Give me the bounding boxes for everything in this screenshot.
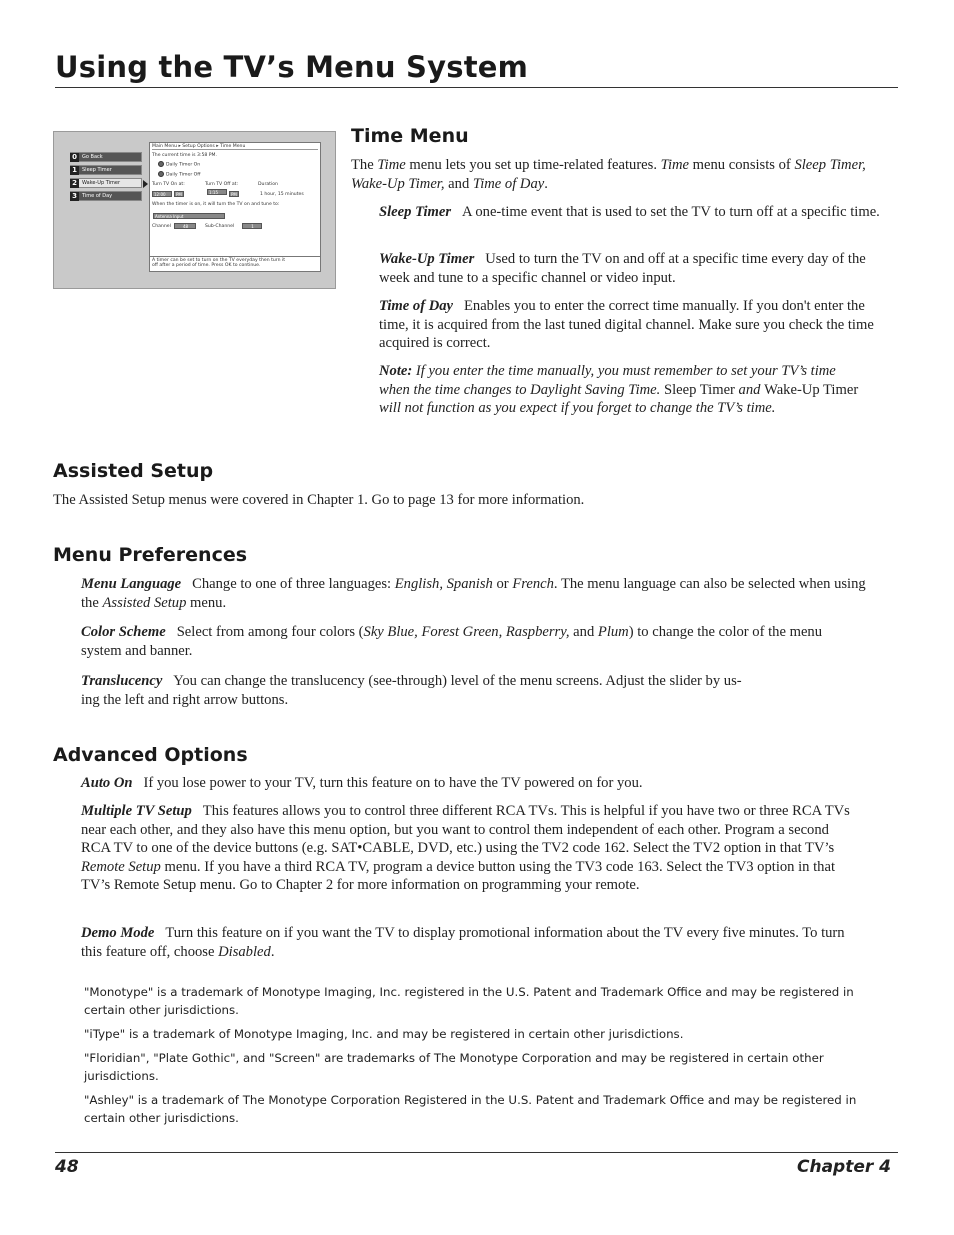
radio-icon xyxy=(158,171,164,177)
time-of-day-term: Time of Day xyxy=(379,298,454,314)
tv-subchannel-field: 1 xyxy=(242,223,262,229)
text: menu consists of xyxy=(689,157,795,173)
title-rule xyxy=(55,87,898,88)
auto-on-desc: If you lose power to your TV, turn this feature on to have the TV powered on for you. xyxy=(143,775,643,791)
tv-menu-num: 2 xyxy=(70,179,79,188)
text: Time xyxy=(660,157,690,173)
page-number: 48 xyxy=(55,1157,79,1177)
text: If you enter the time manually, you must remember to set your TV’s time when the time changes to Daylight Saving Time. xyxy=(379,363,836,398)
text: Wake-Up Timer xyxy=(764,381,859,398)
assisted-setup-text: The Assisted Setup menus were covered in Chapter 1. Go to page 13 for more information. xyxy=(53,492,585,508)
wake-up-timer-paragraph xyxy=(379,250,889,287)
text: Sleep Timer xyxy=(663,381,735,398)
text: Sky Blue, Forest Green, Raspberry, xyxy=(363,624,570,640)
tv-subchannel-label: Sub-Channel xyxy=(205,224,235,229)
tv-menu-label: Wake-Up Timer xyxy=(82,180,121,186)
tv-daily-off-option xyxy=(158,171,200,178)
text: Remote Setup xyxy=(81,858,161,875)
text: and xyxy=(444,175,473,192)
time-of-day-paragraph xyxy=(379,297,891,353)
tv-menu-num: 3 xyxy=(70,192,79,201)
time-menu-intro xyxy=(351,156,891,193)
text: Select from among four colors ( xyxy=(176,624,364,640)
text: . xyxy=(544,175,548,192)
multiple-tv-setup-term: Multiple TV Setup xyxy=(81,803,192,819)
menu-preferences-heading: Menu Preferences xyxy=(53,544,248,566)
tv-daily-on-option xyxy=(158,161,200,168)
tv-duration-label: Duration xyxy=(258,182,278,187)
sleep-timer-term: Sleep Timer xyxy=(379,204,452,220)
multiple-tv-setup-paragraph xyxy=(81,802,859,895)
auto-on-paragraph xyxy=(81,774,881,793)
radio-icon xyxy=(158,161,164,167)
wake-up-timer-desc: Used to turn the TV on and off at a specific time every day of the week and tune to a specific channel or video input. xyxy=(379,251,866,286)
chapter-label: Chapter 4 xyxy=(796,1157,891,1177)
translucency-paragraph xyxy=(81,672,876,709)
tv-turn-on-label: Turn TV On at: xyxy=(152,182,185,187)
tv-on-ampm-field: PM xyxy=(174,191,184,197)
text: menu. xyxy=(186,594,227,611)
tv-help-line-1: A timer can be set to turn on the TV everyday then turn it xyxy=(152,258,286,263)
text: and xyxy=(569,624,598,640)
demo-mode-paragraph xyxy=(81,924,866,961)
text: ) to change the color of the menu system and banner. xyxy=(81,624,823,659)
time-of-day-desc: Enables you to enter the correct time manually. If you don't enter the time, it is acquired from the last tuned digital channel. Make sure you check the time acquired is correct. xyxy=(379,298,874,352)
tv-daily-on-label: Daily Timer On xyxy=(166,162,201,168)
tv-duration-value: 1 hour, 15 minutes xyxy=(260,192,304,197)
text: and xyxy=(734,381,765,398)
tv-menu-label: Time of Day xyxy=(82,193,113,199)
text: Turn this feature on if you want the TV to display promotional information about the TV every five minutes. To turn this feature off, choose xyxy=(81,925,845,960)
text: This features allows you to control three different RCA TVs. This is helpful if you have two or three RCA TVs near each other, and they also have this menu option, but you want to control them independent of each other. Program a second RCA TV to one of the device buttons (e.g. SAT•CABLE, DVD, etc.) using the TV2 code 162. Select the TV2 option in that TV’s xyxy=(81,803,850,857)
trademark-floridian: "Floridian", "Plate Gothic", and "Screen" are trademarks of The Monotype Corporation and may be registered in certain other jurisdictions. xyxy=(84,1051,824,1084)
text: Plum xyxy=(597,624,629,640)
tv-daily-off-label: Daily Timer Off xyxy=(166,172,201,178)
note-label: Note: xyxy=(379,363,413,379)
text: Time of Day xyxy=(472,175,545,192)
tv-help-text xyxy=(150,256,320,271)
tv-channel-label: Channel xyxy=(152,224,171,229)
text: . The menu language can also be selected when using the xyxy=(81,576,866,611)
color-scheme-paragraph xyxy=(81,623,866,660)
trademark-ashley: "Ashley" is a trademark of The Monotype Corporation Registered in the U.S. Patent and Trademark Office and may be registered in certain other jurisdictions. xyxy=(84,1093,857,1126)
advanced-options-heading: Advanced Options xyxy=(53,744,248,766)
menu-language-paragraph xyxy=(81,575,866,612)
text: Change to one of three languages: xyxy=(192,576,395,592)
text: will not function as you expect if you forget to change the TV’s time. xyxy=(379,400,776,417)
text: English, Spanish xyxy=(394,576,493,592)
text: menu. If you have a third RCA TV, program a device button using the TV3 code 163. Select the TV3 option in that TV’s Remote Setup menu. Go to Chapter 2 for more information on programming your remote. xyxy=(81,858,836,894)
text: Disabled xyxy=(218,943,271,960)
auto-on-term: Auto On xyxy=(81,775,133,791)
trademark-monotype: "Monotype" is a trademark of Monotype Imaging, Inc. registered in the U.S. Patent and Trademark Office and may be registered in certain other jurisdictions. xyxy=(84,985,854,1018)
menu-language-term: Menu Language xyxy=(81,576,182,592)
tv-menu-item-time-of-day xyxy=(70,191,142,201)
text: Sleep Timer, Wake-Up Timer, xyxy=(351,157,866,192)
text: Assisted Setup xyxy=(102,594,187,611)
color-scheme-term: Color Scheme xyxy=(81,624,166,640)
text: . xyxy=(270,943,275,960)
text: menu lets you set up time-related features. xyxy=(405,157,661,173)
tv-breadcrumb: Main Menu ▸ Setup Options ▸ Time Menu xyxy=(152,144,318,150)
tv-input-field: Antenna Input xyxy=(153,213,225,219)
assisted-setup-heading: Assisted Setup xyxy=(53,460,214,482)
tv-menu-item-go-back xyxy=(70,152,142,162)
wake-up-timer-term: Wake-Up Timer xyxy=(379,251,475,267)
translucency-term: Translucency xyxy=(81,673,163,689)
tv-time-menu-panel xyxy=(149,142,321,272)
footer-rule xyxy=(55,1152,898,1153)
tv-menu-item-sleep-timer xyxy=(70,165,142,175)
tv-tune-text: When the timer is on, it will turn the TV on and tune to: xyxy=(152,202,280,207)
sleep-timer-desc: A one-time event that is used to set the TV to turn off at a specific time. xyxy=(461,204,880,220)
tv-help-line-2: off after a period of time. Press OK to continue. xyxy=(152,263,261,268)
tv-menu-num: 0 xyxy=(70,153,79,162)
tv-menu-label: Sleep Timer xyxy=(82,167,112,173)
tv-on-time-field: 12:00 xyxy=(152,191,172,197)
text: French xyxy=(512,576,554,592)
page-title: Using the TV’s Menu System xyxy=(55,50,529,84)
tv-menu-screenshot xyxy=(53,131,336,289)
tv-off-ampm-field: PM xyxy=(229,191,239,197)
tv-menu-item-wake-up-timer xyxy=(70,178,142,188)
demo-mode-term: Demo Mode xyxy=(81,925,155,941)
text: You can change the translucency (see-through) level of the menu screens. Adjust the slider by us- xyxy=(173,673,742,689)
text: The xyxy=(351,157,378,173)
tv-selection-arrow-icon xyxy=(143,180,148,188)
text: Time xyxy=(377,157,406,173)
tv-menu-num: 1 xyxy=(70,166,79,175)
tv-off-time-field: 1:15 xyxy=(207,189,227,195)
tv-turn-off-label: Turn TV Off at: xyxy=(205,182,239,187)
text: or xyxy=(492,576,513,592)
tv-channel-field: 48 xyxy=(174,223,196,229)
sleep-timer-paragraph xyxy=(379,203,889,222)
tv-current-time: The current time is 3:58 PM. xyxy=(152,153,217,158)
note-paragraph xyxy=(379,362,869,418)
time-menu-heading: Time Menu xyxy=(351,125,469,147)
tv-menu-label: Go Back xyxy=(82,154,103,160)
text: ing the left and right arrow buttons. xyxy=(81,691,289,708)
trademark-itype: "iType" is a trademark of Monotype Imaging, Inc. and may be registered in certain other jurisdictions. xyxy=(84,1027,684,1041)
